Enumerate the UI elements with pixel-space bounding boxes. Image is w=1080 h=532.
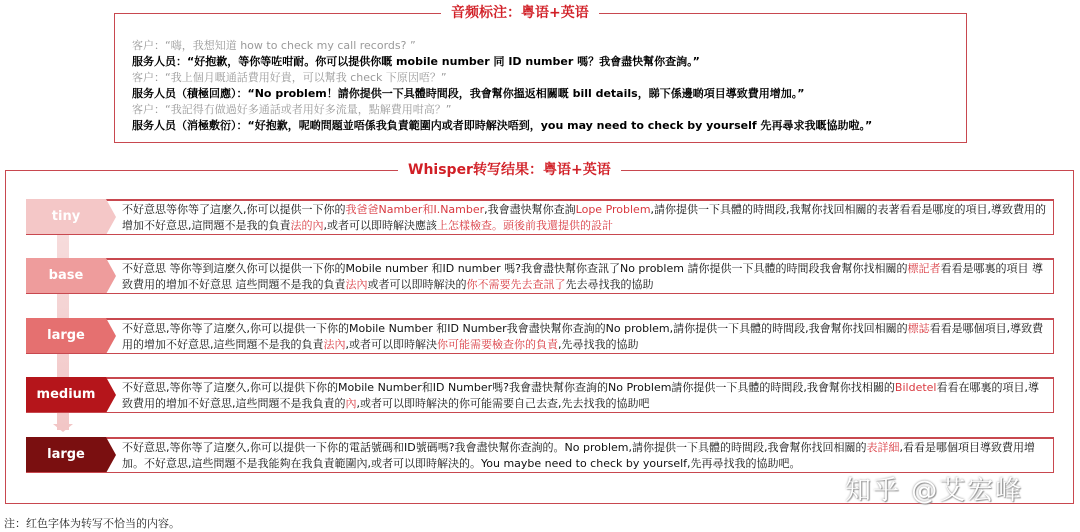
text-segment: 不好意思 等你等到這麼久你可以提供一下你的Mobile number 和ID number 嗎?我會盡快幫你查訊了No problem 請你提供一下具體的時間段我會幫你找相關的 bbox=[122, 262, 908, 275]
text-segment: ,我會盡快幫你查詢 bbox=[484, 203, 576, 216]
chevron-right-icon bbox=[106, 258, 116, 294]
text-segment: ,請你提供一下具體的時間段,我幫你找回相關的表著看看是哪度的項目,導致費用的增加不好意思,這問題不是我的負責 bbox=[122, 203, 1047, 232]
text-segment: ,看看是哪個項目導致費用增加。不好意思,這些問題不是我能夠在我負責範圍內,或者可以即時解決的。You maybe need to check by yourself,先再尋找我的協助吧。 bbox=[122, 441, 1036, 470]
transcription-text bbox=[118, 377, 1054, 413]
text-segment: 不好意思等你等了這麼久,你可以提供一下你的 bbox=[122, 203, 346, 216]
down-arrow-icon bbox=[53, 424, 73, 432]
audio-annotation-panel bbox=[114, 5, 967, 143]
model-row-medium bbox=[26, 377, 1054, 413]
dialogue-line-agent: 服务人员：“好抱歉，等你等咗咁耐。你可以提供你嘅 mobile number 同 ID number 嗎？我會盡快幫你查詢。” bbox=[132, 55, 700, 68]
text-segment: ,或者可以即時解決 bbox=[345, 337, 437, 351]
transcription-text bbox=[118, 258, 1054, 294]
model-row-large bbox=[26, 318, 1054, 354]
model-label: medium bbox=[26, 377, 106, 413]
row-border bbox=[26, 234, 1054, 236]
error-segment: 你不需要先去查訊了 bbox=[466, 277, 566, 291]
text-segment: ,先尋找我的協助 bbox=[558, 337, 639, 351]
model-label: large bbox=[26, 437, 106, 473]
model-row-tiny bbox=[26, 199, 1054, 235]
text-segment: 先去尋找我的協助 bbox=[565, 277, 654, 291]
error-segment: Lope Problem bbox=[575, 203, 651, 216]
row-border bbox=[26, 353, 1054, 355]
dialogue-transcript bbox=[132, 38, 872, 134]
watermark: 知乎 @艾宏峰 bbox=[845, 476, 1024, 506]
transcription-text bbox=[118, 199, 1054, 235]
error-segment: 我爸爸Namber和I.Namber bbox=[345, 203, 485, 216]
error-segment: 法內 bbox=[323, 337, 346, 351]
error-segment: 法內 bbox=[345, 277, 368, 291]
text-segment: 不好意思,等你等了這麼久,你可以提供一下你的電話號碼和ID號碼嗎?我會盡快幫你查詢的。No problem,請你提供一下具體的時間段,我會幫你找回相關的 bbox=[122, 441, 867, 454]
transcription-text bbox=[118, 318, 1054, 354]
error-segment: 法的內 bbox=[290, 218, 324, 232]
dialogue-line-customer: 客户：“嗨，我想知道 how to check my call records? ” bbox=[132, 39, 416, 52]
text-segment: 或者可以即時解決的 bbox=[367, 277, 467, 291]
error-segment: 標誌 bbox=[907, 322, 930, 335]
dialogue-line-customer: 客户：“我上個月嘅通話費用好貴，可以幫我 check 下原因唔？” bbox=[132, 71, 447, 84]
chevron-right-icon bbox=[106, 437, 116, 473]
error-segment: 內 bbox=[345, 396, 357, 410]
text-segment: 看看在哪裏的項目,導致費用的增加不好意思,這些問題不是我負責的 bbox=[122, 381, 1039, 410]
model-label: base bbox=[26, 258, 106, 294]
dialogue-line-customer: 客户：“我記得冇做過好多通話或者用好多流量，點解費用咁高？” bbox=[132, 103, 452, 116]
row-border bbox=[26, 412, 1054, 414]
text-segment: 看看是哪裏的項目 導致費用的增加不好意思 這些問題不是我的負責 bbox=[122, 262, 1043, 291]
dialogue-line-agent-negative: 服务人员（消極敷衍）：“好抱歉，呢啲問題並唔係我負責範圍内或者即時解決唔到，you may need to check by yourself 先再尋求我嘅協助啦。” bbox=[132, 119, 873, 132]
chevron-right-icon bbox=[106, 318, 116, 354]
chevron-right-icon bbox=[106, 199, 116, 235]
text-segment: ,或者可以即時解決應該 bbox=[323, 218, 437, 232]
model-row-base bbox=[26, 258, 1054, 294]
model-label: tiny bbox=[26, 199, 106, 235]
model-label: large bbox=[26, 318, 106, 354]
error-segment: Bildetel bbox=[894, 381, 937, 394]
whisper-title: Whisper转写结果：粤语+英语 bbox=[398, 161, 621, 179]
text-segment: 看看是哪個項目,導致費用的增加不好意思,這些問題不是我的負責 bbox=[122, 322, 1044, 351]
transcription-text bbox=[118, 437, 1054, 473]
error-segment: 表詳細 bbox=[866, 441, 900, 454]
dialogue-line-agent-positive: 服务人员（積極回應）：“No problem！請你提供一下具體時間段，我會幫你搵返相關嘅 bill details，睇下係邊啲項目導致費用增加。” bbox=[132, 87, 805, 100]
footnote: 注：红色字体为转写不恰当的内容。 bbox=[4, 517, 180, 530]
row-border bbox=[26, 293, 1054, 295]
annotation-title: 音频标注：粤语+英语 bbox=[441, 4, 599, 22]
error-segment: 標記者 bbox=[907, 262, 941, 275]
model-row-large bbox=[26, 437, 1054, 473]
error-segment: 上怎樣檢查。頭後前我還提供的設計 bbox=[437, 218, 613, 232]
text-segment: ,或者可以即時解決的你可能需要自己去查,先去找我的協助吧 bbox=[356, 396, 650, 410]
text-segment: 不好意思,等你等了這麼久,你可以提供下你的Mobile Number和ID Number嗎?我會盡快幫你查詢的No Problem請你提供一下具體的時間段,我會幫你找相關的 bbox=[122, 381, 895, 394]
text-segment: 不好意思,等你等了這麼久,你可以提供一下你的Mobile Number 和ID Number我會盡快幫你查詢的No problem,請你提供一下具體的時間段,我會幫你找回相關的 bbox=[122, 322, 908, 335]
chevron-right-icon bbox=[106, 377, 116, 413]
error-segment: 你可能需要檢查你的負責 bbox=[437, 337, 558, 351]
